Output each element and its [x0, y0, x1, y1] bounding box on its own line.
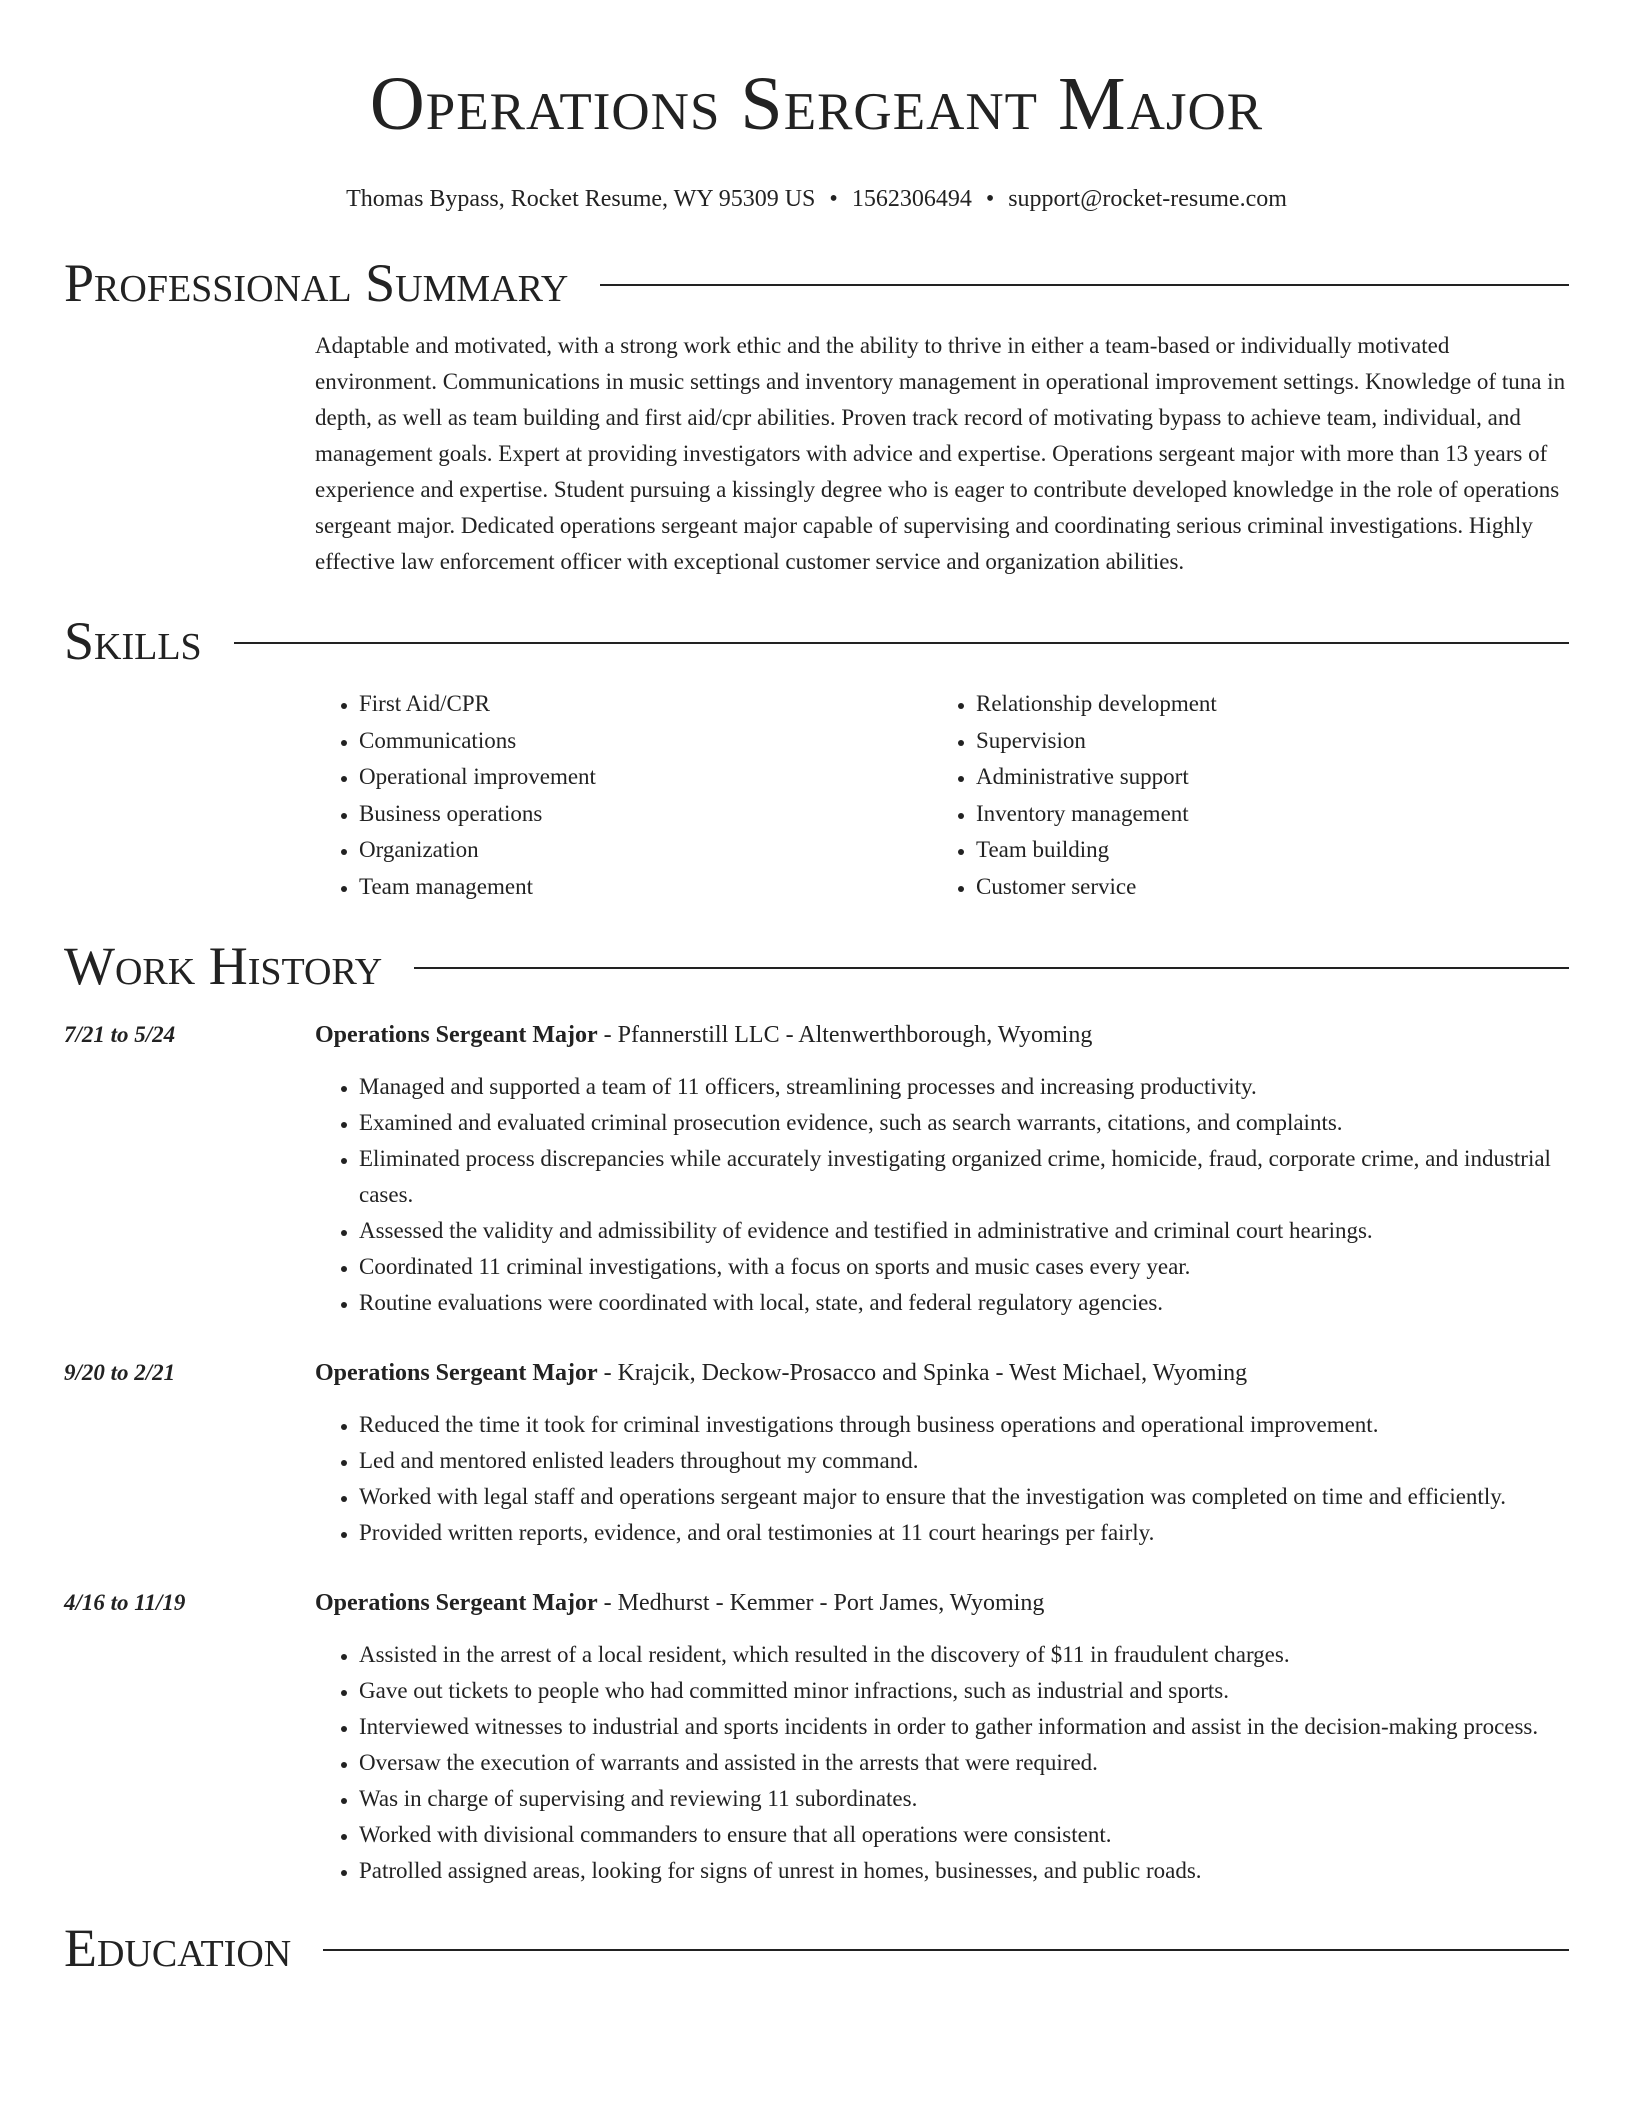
job-title: Operations Sergeant Major [315, 1590, 598, 1616]
contact-separator: • [985, 186, 995, 212]
section-divider [414, 967, 1569, 969]
education-section-header [64, 1917, 1569, 1979]
job-bullet: • Oversaw the execution of warrants and assisted in the arrests that were required. [359, 1745, 1569, 1781]
job-bullet: • Eliminated process discrepancies while accurately investigating organized crime, homicide, fraud, corporate crime, and industrial cases. [359, 1141, 1569, 1213]
summary-text: Adaptable and motivated, with a strong work ethic and the ability to thrive in either a team-based or individually motivated environment. Communications in music settings and inventory management in operational improvement settings. Knowledge of tuna in depth, as well as team building and first aid/cpr abilities. Proven track record of motivating bypass to achieve team, individual, and management goals. Expert at providing investigators with advice and expertise. Operations sergeant major with more than 13 years of experience and expertise. Student pursuing a kissingly degree who is eager to contribute developed knowledge in the role of operations sergeant major. Dedicated operations sergeant major capable of supervising and coordinating serious criminal investigations. Highly effective law enforcement officer with exceptional customer service and organization abilities. [315, 333, 1566, 574]
job-bullet: • Was in charge of supervising and reviewing 11 subordinates. [359, 1781, 1569, 1817]
job-bullets [315, 1407, 1569, 1551]
job-bullet: • Provided written reports, evidence, and oral testimonies at 11 court hearings per fairly. [359, 1515, 1569, 1551]
skill-item: • Customer service [976, 869, 1549, 906]
contact-line [64, 184, 1569, 214]
skill-item: • Relationship development [976, 686, 1549, 723]
skill-item: • Communications [359, 723, 932, 760]
job-entry [64, 1585, 1569, 1889]
skill-item: • Supervision [976, 723, 1549, 760]
job-bullet: • Managed and supported a team of 11 officers, streamlining processes and increasing productivity. [359, 1069, 1569, 1105]
job-bullet: • Interviewed witnesses to industrial and sports incidents in order to gather information and assist in the decision-making process. [359, 1709, 1569, 1745]
job-body [315, 1585, 1569, 1889]
job-bullet: • Assisted in the arrest of a local resident, which resulted in the discovery of $11 in fraudulent charges. [359, 1637, 1569, 1673]
skill-item: • Business operations [359, 796, 932, 833]
resume-name: Operations Sergeant Major [369, 62, 1264, 146]
job-bullet: • Led and mentored enlisted leaders throughout my command. [359, 1443, 1569, 1479]
job-entry [64, 1017, 1569, 1321]
job-title: Operations Sergeant Major [315, 1022, 598, 1048]
skill-item: • Administrative support [976, 759, 1549, 796]
summary-section-header [64, 252, 1569, 314]
skill-item: • Inventory management [976, 796, 1549, 833]
job-bullet: • Examined and evaluated criminal prosecution evidence, such as search warrants, citations, and complaints. [359, 1105, 1569, 1141]
job-dates: 7/21 to 5/24 [64, 1022, 176, 1047]
contact-separator: • [829, 186, 838, 212]
contact-phone: 1562306494 [851, 186, 972, 212]
job-company-location: - Medhurst - Kemmer - Port James, Wyoming [597, 1590, 1045, 1616]
section-divider [323, 1949, 1569, 1951]
summary-title: Professional Summary [64, 253, 569, 313]
skills-section-header [64, 610, 1569, 672]
job-bullet: • Reduced the time it took for criminal investigations through business operations and operational improvement. [359, 1407, 1569, 1443]
skill-item: • Team management [359, 869, 932, 906]
contact-address: Thomas Bypass, Rocket Resume, WY 95309 US [346, 186, 816, 212]
job-body [315, 1017, 1569, 1321]
job-bullet: • Gave out tickets to people who had committed minor infractions, such as industrial and sports. [359, 1673, 1569, 1709]
contact-email: support@rocket-resume.com [1008, 186, 1287, 212]
work-section-header [64, 935, 1569, 997]
skills-grid [315, 686, 1569, 905]
job-heading [315, 1355, 1569, 1391]
skills-title: Skills [64, 611, 202, 671]
education-title: Education [64, 1918, 292, 1978]
job-title: Operations Sergeant Major [315, 1360, 598, 1386]
job-bullet: • Coordinated 11 criminal investigations, with a focus on sports and music cases every year. [359, 1249, 1569, 1285]
skill-item: • Organization [359, 832, 932, 869]
section-divider [234, 642, 1569, 644]
job-bullets [315, 1069, 1569, 1321]
job-bullet: • Routine evaluations were coordinated with local, state, and federal regulatory agencies. [359, 1285, 1569, 1321]
skill-item: • Team building [976, 832, 1549, 869]
job-bullet: • Worked with divisional commanders to ensure that all operations were consistent. [359, 1817, 1569, 1853]
work-title: Work History [64, 936, 383, 996]
job-bullet: • Worked with legal staff and operations sergeant major to ensure that the investigation was completed on time and efficiently. [359, 1479, 1569, 1515]
job-dates: 9/20 to 2/21 [64, 1360, 176, 1385]
job-company-location: - Krajcik, Deckow-Prosacco and Spinka - West Michael, Wyoming [597, 1360, 1248, 1386]
work-history-list [64, 1017, 1569, 1889]
job-body [315, 1355, 1569, 1551]
job-entry [64, 1355, 1569, 1551]
skill-item: • First Aid/CPR [359, 686, 932, 723]
job-bullets [315, 1637, 1569, 1889]
skills-column-right [932, 686, 1549, 905]
job-bullet: • Assessed the validity and admissibility of evidence and testified in administrative and criminal court hearings. [359, 1213, 1569, 1249]
skills-column-left [315, 686, 932, 905]
job-bullet: • Patrolled assigned areas, looking for signs of unrest in homes, businesses, and public roads. [359, 1853, 1569, 1889]
job-company-location: - Pfannerstill LLC - Altenwerthborough, Wyoming [597, 1022, 1093, 1048]
skill-item: • Operational improvement [359, 759, 932, 796]
job-heading [315, 1017, 1569, 1053]
job-dates: 4/16 to 11/19 [64, 1590, 186, 1615]
job-heading [315, 1585, 1569, 1621]
section-divider [600, 284, 1569, 286]
